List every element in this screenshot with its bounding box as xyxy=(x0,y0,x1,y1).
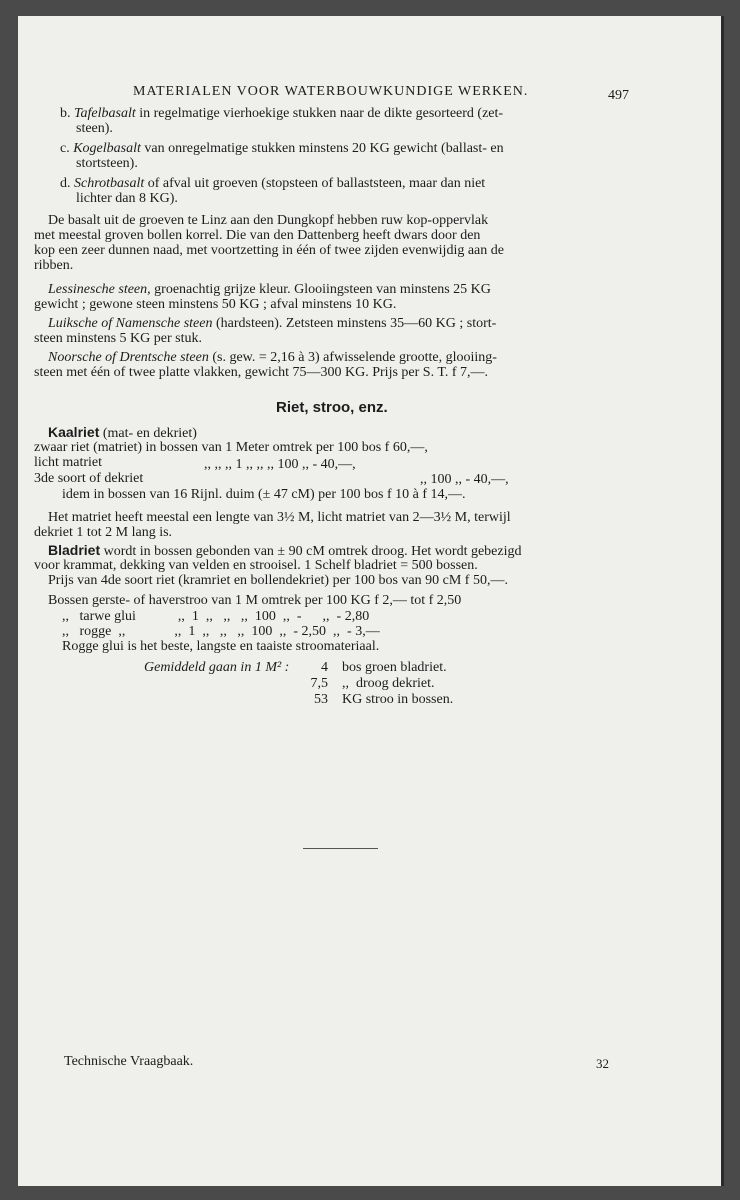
bladriet-entry: Bladriet wordt in bossen gebonden van ± 90 cM omtrek droog. Het wordt gebezigd xyxy=(48,542,522,559)
gemiddeld-desc: ,, droog dekriet. xyxy=(342,676,435,691)
stone-entry-luiksche: Luiksche of Namensche steen (hardsteen). Zetsteen minstens 35—60 KG ; stort- xyxy=(48,316,497,331)
list-item-c: c. Kogelbasalt van onregelmatige stukken minstens 20 KG gewicht (ballast- en xyxy=(60,141,504,156)
paragraph-line: dekriet 1 tot 2 M lang is. xyxy=(34,525,173,540)
section-heading: Riet, stroo, enz. xyxy=(276,399,388,416)
page-number: 497 xyxy=(608,88,629,103)
gemiddeld-qty: 53 xyxy=(314,692,328,707)
footer-sheet-number: 32 xyxy=(596,1056,609,1071)
gemiddeld-qty: 7,5 xyxy=(310,676,328,691)
kaalriet-row-values: ,, ,, ,, 1 ,, ,, ,, 100 ,, - 40,—, xyxy=(204,457,356,472)
paragraph-line: Het matriet heeft meestal een lengte van 3½ M, licht matriet van 2—3½ M, terwijl xyxy=(48,510,511,525)
list-item-c-cont: stortsteen). xyxy=(76,156,138,171)
stroo-row: Bossen gerste- of haverstroo van 1 M omtrek per 100 KG f 2,— tot f 2,50 xyxy=(48,593,462,608)
list-item-b: b. Tafelbasalt in regelmatige vierhoekige stukken naar de dikte gesorteerd (zet- xyxy=(60,106,504,121)
bladriet-line: Prijs van 4de soort riet (kramriet en bollendekriet) per 100 bos van 90 cM f 50,—. xyxy=(48,573,508,588)
stroo-row: ,, tarwe glui ,, 1 ,, ,, ,, 100 ,, - ,, - 2,80 xyxy=(62,609,370,624)
gemiddeld-desc: KG stroo in bossen. xyxy=(342,692,454,707)
paragraph-line: De basalt uit de groeven te Linz aan den Dungkopf hebben ruw kop-oppervlak xyxy=(48,213,489,228)
gemiddeld-label: Gemiddeld gaan in 1 M² : xyxy=(144,660,290,675)
kaalriet-row: idem in bossen van 16 Rijnl. duim (± 47 cM) per 100 bos f 10 à f 14,—. xyxy=(62,487,466,502)
paragraph-line: met meestal groven bollen korrel. Die van den Dattenberg heeft dwars door den xyxy=(34,228,481,243)
stone-entry-cont: steen minstens 5 KG per stuk. xyxy=(34,331,202,346)
kaalriet-row: zwaar riet (matriet) in bossen van 1 Meter omtrek per 100 bos f 60,—, xyxy=(34,440,428,455)
kaalriet-row-values: ,, 100 ,, - 40,—, xyxy=(420,472,509,487)
paragraph-line: kop een zeer dunnen naad, met voortzetting in één of twee zijden evenwijdig aan de xyxy=(34,243,504,258)
end-rule xyxy=(303,848,378,849)
running-header: MATERIALEN VOOR WATERBOUWKUNDIGE WERKEN. xyxy=(133,84,529,99)
kaalriet-row-label: 3de soort of dekriet xyxy=(34,471,144,486)
kaalriet-row-label: licht matriet xyxy=(34,455,103,470)
kaalriet-heading: Kaalriet (mat- en dekriet) xyxy=(48,424,197,441)
stone-entry-cont: steen met één of twee platte vlakken, gewicht 75—300 KG. Prijs per S. T. f 7,—. xyxy=(34,365,488,380)
gemiddeld-desc: bos groen bladriet. xyxy=(342,660,447,675)
footer-book-title: Technische Vraagbaak. xyxy=(64,1054,194,1069)
list-item-b-cont: steen). xyxy=(76,121,113,136)
stone-entry-noorsche: Noorsche of Drentsche steen (s. gew. = 2,16 à 3) afwisselende grootte, glooiing- xyxy=(48,350,497,365)
stone-entry-lessinesche: Lessinesche steen, groenachtig grijze kleur. Glooiingsteen van minstens 25 KG xyxy=(48,282,491,297)
stroo-note: Rogge glui is het beste, langste en taaiste stroomateriaal. xyxy=(62,639,380,654)
list-item-d-cont: lichter dan 8 KG). xyxy=(76,191,178,206)
gemiddeld-qty: 4 xyxy=(321,660,328,675)
list-item-d: d. Schrotbasalt of afval uit groeven (stopsteen of ballaststeen, maar dan niet xyxy=(60,176,486,191)
bladriet-line: voor krammat, dekking van velden en strooisel. 1 Schelf bladriet = 500 bossen. xyxy=(34,558,478,573)
stroo-row: ,, rogge ,, ,, 1 ,, ,, ,, 100 ,, - 2,50 ,, - 3,— xyxy=(62,624,380,639)
book-page xyxy=(18,16,724,1186)
paragraph-line: ribben. xyxy=(34,258,74,273)
stone-entry-cont: gewicht ; gewone steen minstens 50 KG ; afval minstens 10 KG. xyxy=(34,297,397,312)
